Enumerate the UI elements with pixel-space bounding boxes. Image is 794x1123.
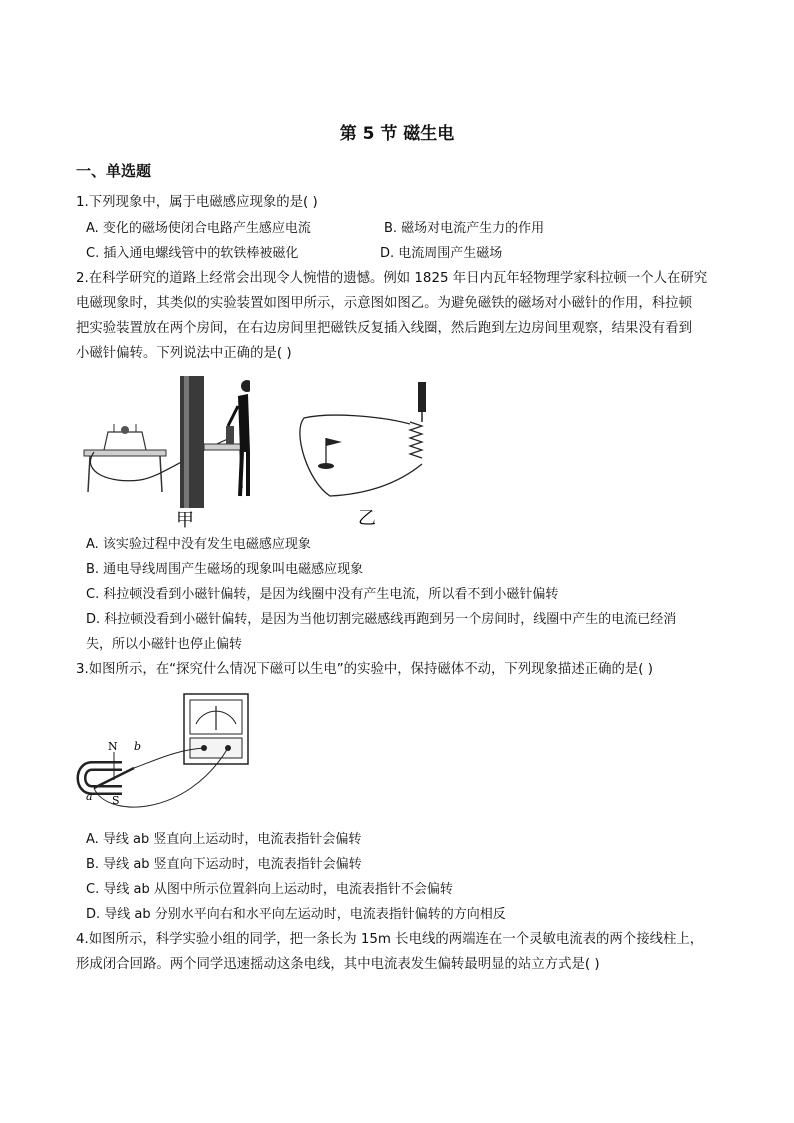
q1-option-b: B. 磁场对电流产生力的作用 bbox=[384, 221, 545, 236]
q3-option-d: D. 导线 ab 分别水平向右和水平向左运动时，电流表指针偏转的方向相反 bbox=[86, 907, 506, 922]
q3-option-b: B. 导线 ab 竖直向下运动时，电流表指针会偏转 bbox=[86, 857, 362, 872]
wire-end-b: b bbox=[134, 740, 142, 753]
q4-stem-line1: 4.如图所示，科学实验小组的同学，把一条长为 15m 长电线的两端连在一个灵敏电流表的两个接线柱上， bbox=[76, 932, 704, 947]
q1-option-a: A. 变化的磁场使闭合电路产生感应电流 bbox=[86, 221, 311, 236]
q2-option-b: B. 通电导线周围产生磁场的现象叫电磁感应现象 bbox=[86, 562, 364, 577]
section-heading: 一、单选题 bbox=[76, 162, 152, 180]
q1-option-d: D. 电流周围产生磁场 bbox=[380, 246, 503, 261]
q2-stem-line3: 把实验装置放在两个房间，在右边房间里把磁铁反复插入线圈，然后跑到左边房间里观察，结果没有看到 bbox=[76, 321, 692, 336]
q4-stem-line2: 形成闭合回路。两个同学迅速摇动这条电线，其中电流表发生偏转最明显的站立方式是( ) bbox=[76, 957, 600, 972]
q1-option-c: C. 插入通电螺线管中的软铁棒被磁化 bbox=[86, 246, 299, 261]
figure-yi bbox=[290, 378, 440, 528]
wire-end-a: a bbox=[86, 790, 93, 803]
page-title: 第 5 节 磁生电 bbox=[339, 124, 455, 144]
q3-stem: 3.如图所示，在“探究什么情况下磁可以生电”的实验中，保持磁体不动，下列现象描述正确的是( ) bbox=[76, 662, 653, 677]
q2-stem-line4: 小磁针偏转。下列说法中正确的是( ) bbox=[76, 346, 292, 361]
q2-option-c: C. 科拉顿没看到小磁针偏转，是因为线圈中没有产生电流，所以看不到小磁针偏转 bbox=[86, 587, 559, 602]
q2-option-d-line2: 失，所以小磁针也停止偏转 bbox=[86, 637, 243, 652]
magnet-pole-n: N bbox=[108, 740, 118, 753]
figure-yi-label: 乙 bbox=[358, 508, 376, 528]
q2-option-a: A. 该实验过程中没有发生电磁感应现象 bbox=[86, 537, 311, 552]
q3-option-a: A. 导线 ab 竖直向上运动时，电流表指针会偏转 bbox=[86, 832, 362, 847]
figure-galvanometer-setup bbox=[76, 690, 256, 820]
figure-jia bbox=[80, 372, 250, 532]
magnet-pole-s: S bbox=[112, 794, 120, 807]
q3-option-c: C. 导线 ab 从图中所示位置斜向上运动时，电流表指针不会偏转 bbox=[86, 882, 453, 897]
q2-option-d-line1: D. 科拉顿没看到小磁针偏转，是因为当他切割完磁感线再跑到另一个房间时，线圈中产生的电流已经消 bbox=[86, 612, 677, 627]
q2-stem-line1: 2.在科学研究的道路上经常会出现令人惋惜的遗憾。例如 1825 年日内瓦年轻物理学家科拉顿一个人在研究 bbox=[76, 271, 708, 286]
figure-jia-label: 甲 bbox=[176, 510, 194, 531]
q1-stem: 1.下列现象中，属于电磁感应现象的是( ) bbox=[76, 195, 318, 210]
q2-stem-line2: 电磁现象时，其类似的实验装置如图甲所示，示意图如图乙。为避免磁铁的磁场对小磁针的作用，科拉顿 bbox=[76, 296, 692, 311]
